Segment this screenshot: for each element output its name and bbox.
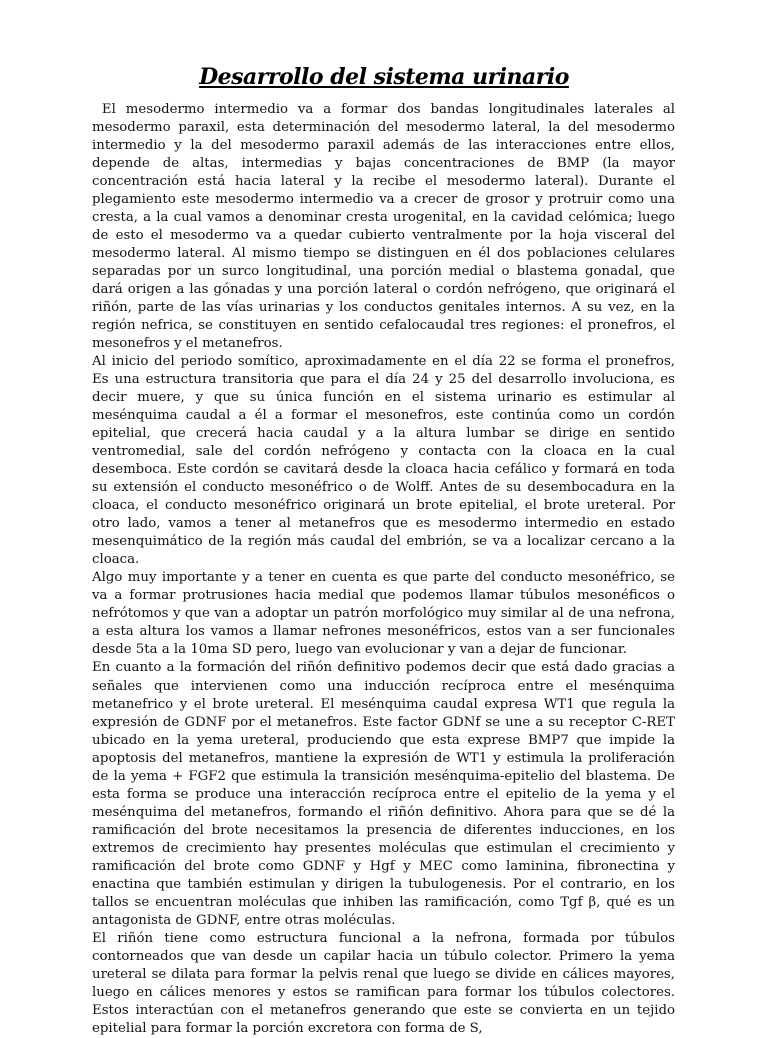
paragraph-3: Algo muy importante y a tener en cuenta es que parte del conducto mesonéfrico, se va a formar protrusiones hacia medial que podemos llamar túbulos mesonéficos o nefrótomos y que van a adoptar un patrón morfológico muy similar al de una nefrona, a esta altura los vamos a llamar nefrones mesonéfricos, estos van a ser funcionales desde 5ta a la 10ma SD pero, luego van evolucionar y van a dejar de funcionar. — [92, 570, 675, 658]
paragraph-2: Al inicio del periodo somítico, aproximadamente en el día 22 se forma el pronefros, Es una estructura transitoria que para el día 24 y 25 del desarrollo involuciona, es decir muere, y que su única función en el sistema urinario es estimular al mesénquima caudal a él a formar el mesonefros, este continúa como un cordón epitelial, que crecerá hacia caudal y a la altura lumbar se dirige en sentido ventromedial, sale del cordón nefrógeno y contacta con la cloaca en la cual desemboca. Este cordón se cavitará desde la cloaca hacia cefálico y formará en toda su extensión el conducto mesonéfrico o de Wolff. Antes de su desembocadura en la cloaca, el conducto mesonéfrico originará un brote epitelial, el brote ureteral. Por otro lado, vamos a tener al metanefros que es mesodermo intermedio en estado mesenquimático de la región más caudal del embrión, se va a localizar cercano a la cloaca. — [92, 354, 675, 568]
paragraph-4: En cuanto a la formación del riñón definitivo podemos decir que está dado gracias a señales que intervienen como una inducción recíproca entre el mesénquima metanefrico y el brote ureteral. El mesénquima caudal expresa WT1 que regula la expresión de GDNF por el metanefros. Este factor GDNf se une a su receptor C-RET ubicado en la yema ureteral, produciendo que esta exprese BMP7 que impide la apoptosis del metanefros, mantiene la expresión de WT1 y estimula la proliferación de la yema + FGF2 que estimula la transición mesénquima-epitelio del blastema. De esta forma se produce una interacción recíproca entre el epitelio de la yema y el mesénquima del metanefros, formando el riñón definitivo. Ahora para que se dé la ramificación del brote necesitamos la presencia de diferentes inducciones, en los extremos de crecimiento hay presentes moléculas que estimulan el crecimiento y ramificación del brote como GDNF y Hgf y MEC como laminina, fibronectina y enactina que también estimulan y dirigen la tubulogenesis. Por el contrario, en los tallos se encuentran moléculas que inhiben las ramificación, como Tgf β, qué es un antagonista de GDNF, entre otras moléculas. — [92, 660, 675, 928]
paragraph-1: El mesodermo intermedio va a formar dos bandas longitudinales laterales al mesodermo paraxil, esta determinación del mesodermo lateral, la del mesodermo intermedio y la del mesodermo paraxil además de las interacciones entre ellos, depende de altas, intermedias y bajas concentraciones de BMP (la mayor concentración está hacia lateral y la recibe el mesodermo lateral). Durante el plegamiento este mesodermo intermedio va a crecer de grosor y protruir como una cresta, a la cual vamos a denominar cresta urogenital, en la cavidad celómica; luego de esto el mesodermo va a quedar cubierto ventralmente por la hoja visceral del mesodermo lateral. Al mismo tiempo se distinguen en él dos poblaciones celulares separadas por un surco longitudinal, una porción medial o blastema gonadal, que dará origen a las gónadas y una porción lateral o cordón nefrógeno, que originará el riñón, parte de las vías urinarias y los conductos genitales internos. A su vez, en la región nefrica, se constituyen en sentido cefalocaudal tres regiones: el pronefros, el mesonefros y el metanefros. — [92, 102, 675, 352]
document-body — [92, 101, 675, 1038]
paragraph-5: El riñón tiene como estructura funcional a la nefrona, formada por túbulos contorneados que van desde un capilar hacia un túbulo colector. Primero la yema ureteral se dilata para formar la pelvis renal que luego se divide en cálices mayores, luego en cálices menores y estos se ramifican para formar los túbulos colectores. Estos interactúan con el metanefros generando que este se convierta en un tejido epitelial para formar la porción excretora con forma de S, — [92, 930, 675, 1036]
document-title: Desarrollo del sistema urinario — [199, 64, 569, 90]
